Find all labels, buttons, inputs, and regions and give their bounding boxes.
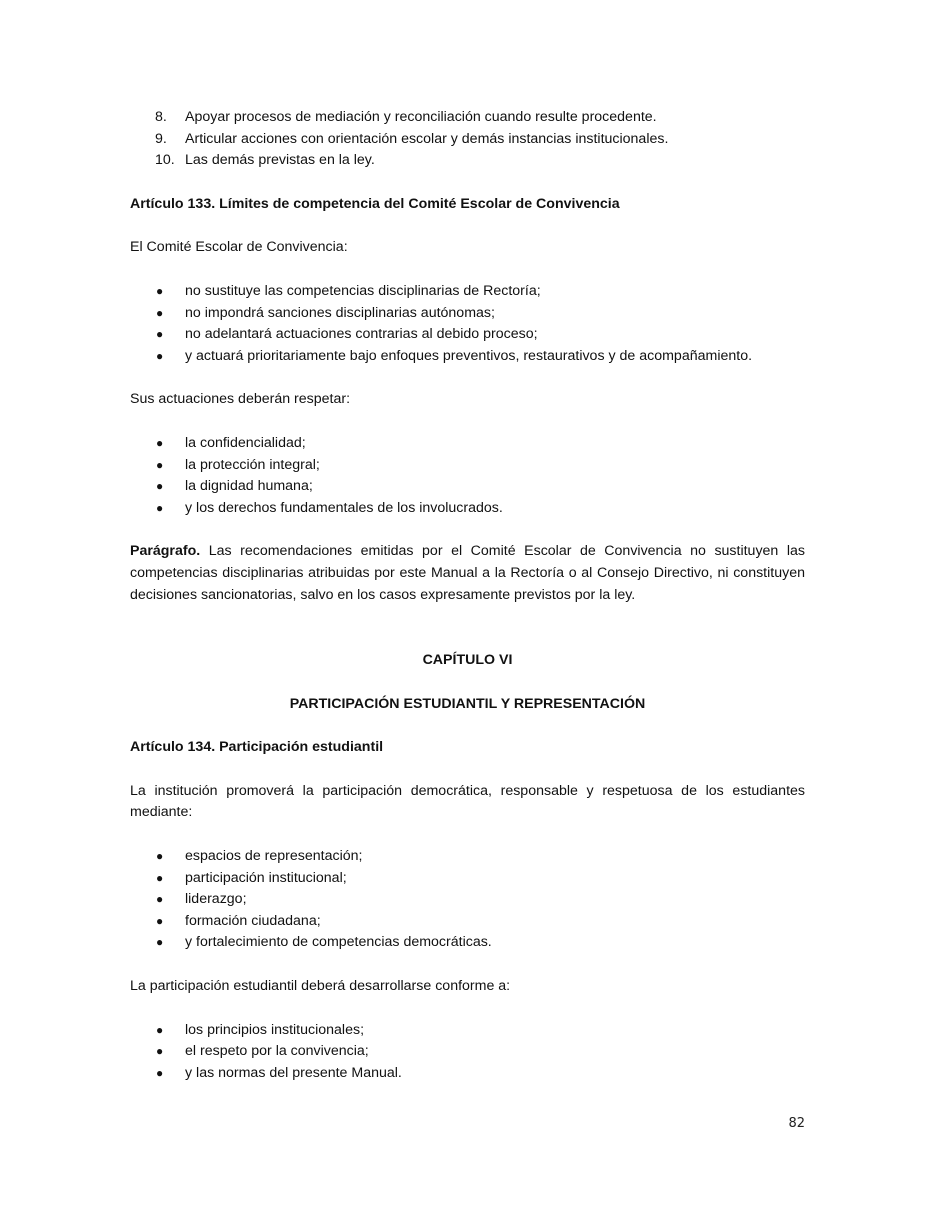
list-item <box>130 433 805 455</box>
list-item <box>130 455 805 477</box>
bullet-icon: ● <box>156 935 164 950</box>
list-item <box>130 129 805 151</box>
bullet-icon: ● <box>156 870 164 885</box>
bullet-icon: ● <box>156 500 164 515</box>
list-item-text: Articular acciones con orientación escolar y demás instancias institucionales. <box>185 130 669 147</box>
list-number: 8. <box>155 109 167 125</box>
list-item-text: no adelantará actuaciones contrarias al debido proceso; <box>185 326 538 343</box>
ordered-list <box>130 107 805 172</box>
bullet-icon: ● <box>156 1044 164 1059</box>
paragrafo-paragraph <box>130 541 805 606</box>
bullet-list-limits <box>130 281 805 367</box>
bullet-icon: ● <box>156 892 164 907</box>
list-item-text: y fortalecimiento de competencias democráticas. <box>185 934 492 951</box>
list-item-text: formación ciudadana; <box>185 912 321 929</box>
list-item-text: y los derechos fundamentales de los involucrados. <box>185 499 503 516</box>
page-content <box>130 107 805 1084</box>
list-item-text: no impondrá sanciones disciplinarias autónomas; <box>185 304 495 321</box>
list-number: 9. <box>155 130 167 147</box>
list-item <box>130 1020 805 1042</box>
list-item-text: Apoyar procesos de mediación y reconciliación cuando resulte procedente. <box>185 109 657 125</box>
article-134-intro: La institución promoverá la participación democrática, responsable y respetuosa de los estudiantes mediante: <box>130 782 805 821</box>
bullet-icon: ● <box>156 479 164 494</box>
list-item <box>130 324 805 346</box>
list-item-text: y las normas del presente Manual. <box>185 1064 402 1081</box>
list-item <box>130 150 805 172</box>
list-item-text: y actuará prioritariamente bajo enfoques preventivos, restaurativos y de acompañamiento. <box>185 347 753 364</box>
list-item-text: el respeto por la convivencia; <box>185 1043 369 1060</box>
list-number: 10. <box>155 152 175 169</box>
article-134-heading: Artículo 134. Participación estudiantil <box>130 739 384 756</box>
list-item <box>130 346 805 368</box>
article-133-intro: El Comité Escolar de Convivencia: <box>130 239 348 256</box>
bullet-list-respect <box>130 433 805 519</box>
bullet-icon: ● <box>156 1065 164 1080</box>
list-item <box>130 498 805 520</box>
list-item-text: no sustituye las competencias disciplinarias de Rectoría; <box>185 282 541 299</box>
list-item <box>130 1041 805 1063</box>
list-item <box>130 846 805 868</box>
page-number: 82 <box>788 1116 805 1131</box>
list-item <box>130 932 805 954</box>
bullet-icon: ● <box>156 327 164 342</box>
article-133-heading: Artículo 133. Límites de competencia del Comité Escolar de Convivencia <box>130 195 620 212</box>
list-item <box>130 1063 805 1085</box>
paragrafo-text: Las recomendaciones emitidas por el Comité Escolar de Convivencia no sustituyen las competencias disciplinarias atribuidas por este Manual a la Rectoría o al Consejo Directivo, ni constituyen decisiones sancionatorias, salvo en los casos expresamente previstos por la ley. <box>130 543 805 603</box>
conform-intro: La participación estudiantil deberá desarrollarse conforme a: <box>130 978 511 995</box>
list-item <box>130 889 805 911</box>
chapter-title: CAPÍTULO VI <box>422 652 513 669</box>
bullet-icon: ● <box>156 1022 164 1037</box>
list-item <box>130 303 805 325</box>
list-item-text: la protección integral; <box>185 456 320 473</box>
list-item-text: liderazgo; <box>185 891 247 908</box>
list-item-text: los principios institucionales; <box>185 1021 365 1038</box>
bullet-icon: ● <box>156 283 164 298</box>
list-item-text: la dignidad humana; <box>185 478 313 495</box>
list-item <box>130 911 805 933</box>
list-item <box>130 281 805 303</box>
bullet-list-participation <box>130 846 805 954</box>
respect-intro: Sus actuaciones deberán respetar: <box>130 391 351 408</box>
list-item-text: la confidencialidad; <box>185 434 306 451</box>
bullet-list-conform <box>130 1020 805 1085</box>
bullet-icon: ● <box>156 913 164 928</box>
list-item-text: espacios de representación; <box>185 848 363 865</box>
list-item-text: participación institucional; <box>185 869 347 886</box>
list-item <box>130 476 805 498</box>
list-item <box>130 107 805 129</box>
paragrafo-label: Parágrafo. <box>130 543 201 560</box>
list-item-text: Las demás previstas en la ley. <box>185 152 375 169</box>
bullet-icon: ● <box>156 305 164 320</box>
bullet-icon: ● <box>156 348 164 363</box>
bullet-icon: ● <box>156 457 164 472</box>
bullet-icon: ● <box>156 435 164 450</box>
chapter-subtitle: PARTICIPACIÓN ESTUDIANTIL Y REPRESENTACIÓN <box>289 695 646 712</box>
bullet-icon: ● <box>156 849 164 864</box>
list-item <box>130 868 805 890</box>
